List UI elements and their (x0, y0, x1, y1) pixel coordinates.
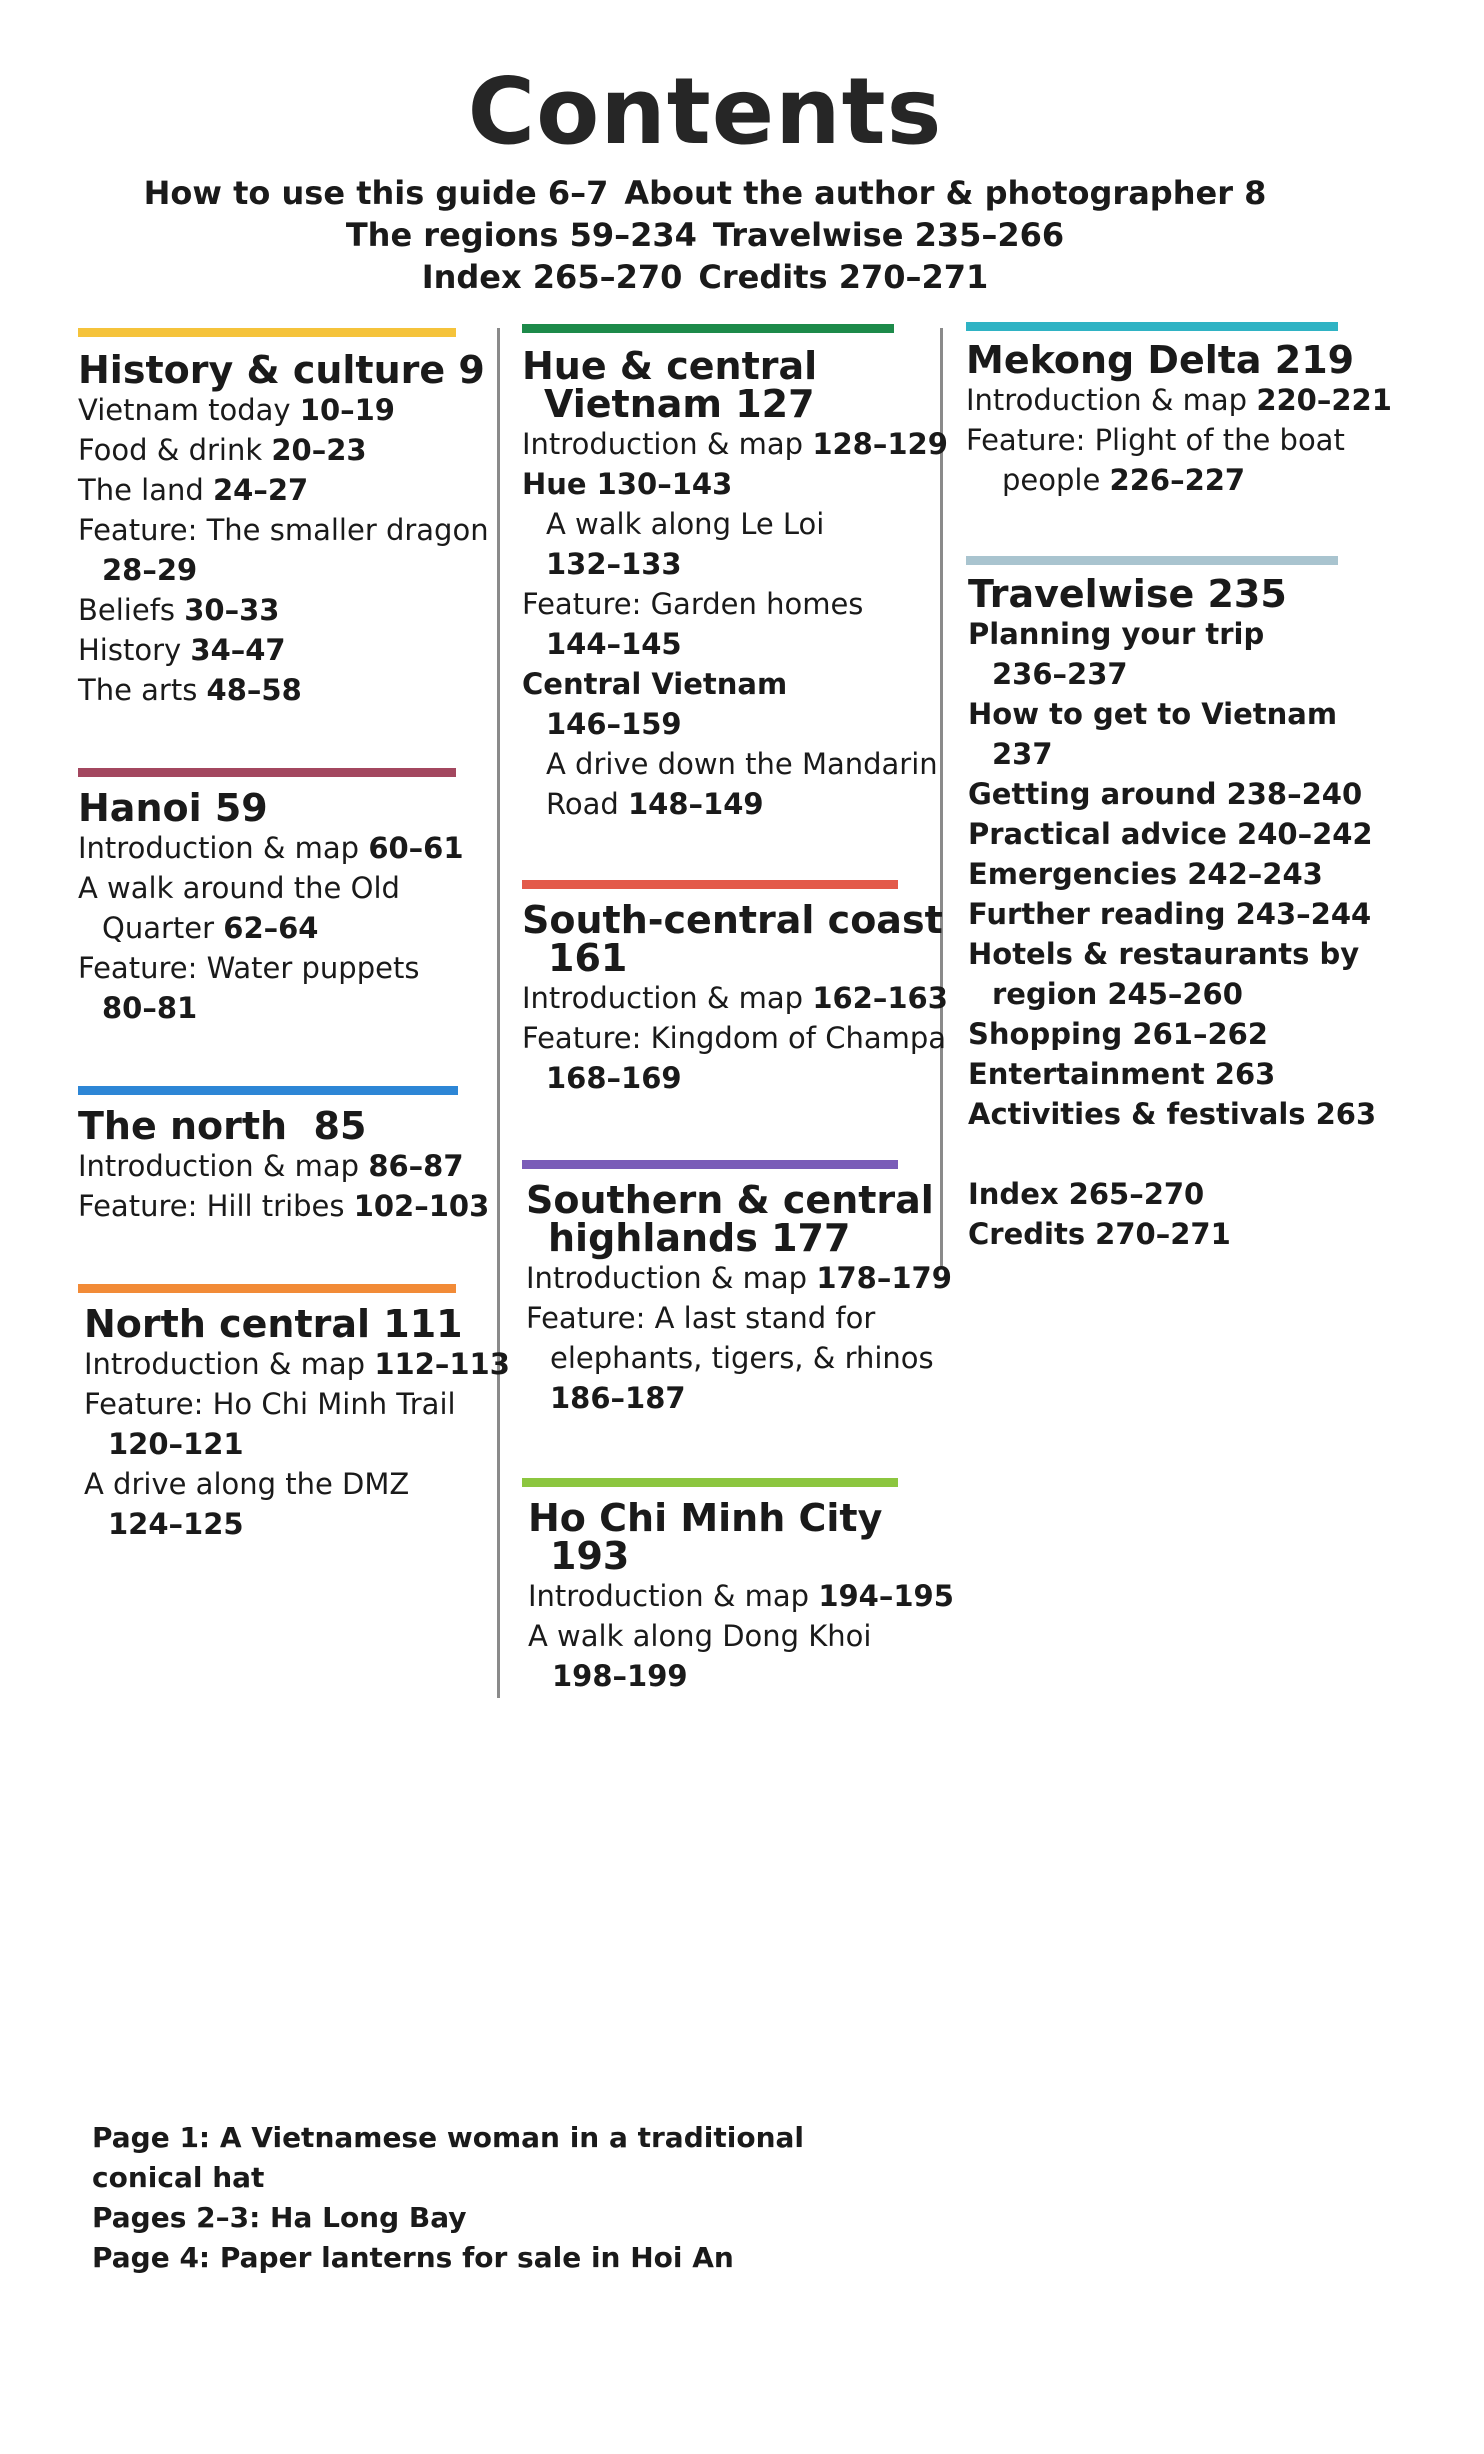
caption-line: Pages 2–3: Ha Long Bay (92, 2201, 467, 2234)
north-color-bar (78, 1086, 458, 1095)
toc-entry[interactable]: Feature: Hill tribes 102–103 (78, 1189, 490, 1223)
toc-entry[interactable]: Shopping 261–262 (968, 1017, 1268, 1051)
toc-entry-page[interactable]: 132–133 (546, 547, 682, 581)
toc-entry-page[interactable]: 124–125 (108, 1507, 244, 1541)
hcmc-color-bar (522, 1478, 898, 1487)
southern-color-bar (522, 1160, 898, 1169)
section-title[interactable]: Ho Chi Minh City (528, 1496, 883, 1540)
section-title-cont[interactable]: highlands 177 (548, 1216, 851, 1260)
toc-entry-page[interactable]: 28–29 (102, 553, 198, 587)
toc-entry-page[interactable]: 120–121 (108, 1427, 244, 1461)
section-title[interactable]: Southern & central (526, 1178, 934, 1222)
toc-entry-page[interactable]: 236–237 (992, 657, 1128, 691)
toc-entry-cont[interactable]: elephants, tigers, & rhinos (550, 1341, 934, 1375)
intro-travelwise[interactable]: Travelwise 235–266 (712, 216, 1065, 254)
toc-entry[interactable]: Credits 270–271 (968, 1217, 1231, 1251)
toc-entry[interactable]: A walk along Dong Khoi (528, 1619, 872, 1653)
section-title[interactable]: The north 85 (78, 1104, 367, 1148)
travelwise-color-bar (966, 556, 1338, 565)
toc-entry[interactable]: Hue 130–143 (522, 467, 733, 501)
toc-entry[interactable]: Vietnam today 10–19 (78, 393, 395, 427)
toc-entry[interactable]: The arts 48–58 (78, 673, 302, 707)
toc-entry[interactable]: Further reading 243–244 (968, 897, 1372, 931)
south-central-color-bar (522, 880, 898, 889)
toc-entry[interactable]: Feature: Plight of the boat (966, 423, 1345, 457)
toc-entry-cont[interactable]: people 226–227 (1002, 463, 1246, 497)
toc-entry[interactable]: Feature: Water puppets (78, 951, 420, 985)
toc-entry[interactable]: A walk around the Old (78, 871, 400, 905)
hue-color-bar (522, 324, 894, 333)
toc-entry[interactable]: Introduction & map 128–129 (522, 427, 948, 461)
toc-entry[interactable]: Introduction & map 86–87 (78, 1149, 464, 1183)
intro-line-1 (0, 172, 1410, 214)
section-title[interactable]: Mekong Delta 219 (966, 338, 1355, 382)
toc-entry[interactable]: Practical advice 240–242 (968, 817, 1373, 851)
intro-regions[interactable]: The regions 59–234 (345, 216, 697, 254)
toc-entry[interactable]: Introduction & map 162–163 (522, 981, 948, 1015)
toc-entry[interactable]: Getting around 238–240 (968, 777, 1363, 811)
toc-entry-cont[interactable]: Road 148–149 (546, 787, 764, 821)
toc-entry[interactable]: Beliefs 30–33 (78, 593, 280, 627)
toc-entry[interactable]: How to get to Vietnam (968, 697, 1338, 731)
toc-entry[interactable]: Introduction & map 220–221 (966, 383, 1392, 417)
toc-entry[interactable]: A walk along Le Loi (546, 507, 825, 541)
intro-credits[interactable]: Credits 270–271 (698, 258, 989, 296)
intro-how-to-use[interactable]: How to use this guide 6–7 (143, 174, 609, 212)
toc-entry[interactable]: History 34–47 (78, 633, 286, 667)
toc-entry[interactable]: Feature: The smaller dragon (78, 513, 489, 547)
intro-line-2 (0, 214, 1410, 256)
toc-entry[interactable]: Feature: Garden homes (522, 587, 864, 621)
column-divider-left (497, 328, 500, 1698)
toc-entry-page[interactable]: 168–169 (546, 1061, 682, 1095)
toc-entry[interactable]: Entertainment 263 (968, 1057, 1276, 1091)
intro-line-3 (0, 256, 1410, 298)
section-title[interactable]: Travelwise 235 (968, 572, 1287, 616)
toc-entry-page[interactable]: 80–81 (102, 991, 198, 1025)
toc-entry[interactable]: Feature: Ho Chi Minh Trail (84, 1387, 456, 1421)
section-title-cont[interactable]: 193 (550, 1534, 630, 1578)
toc-entry[interactable]: Hotels & restaurants by (968, 937, 1360, 971)
toc-entry[interactable]: A drive down the Mandarin (546, 747, 938, 781)
toc-entry[interactable]: The land 24–27 (78, 473, 309, 507)
toc-entry-page[interactable]: 198–199 (552, 1659, 688, 1693)
column-divider-right (940, 328, 943, 1266)
caption-line: Page 4: Paper lanterns for sale in Hoi An (92, 2241, 734, 2274)
section-title[interactable]: Hue & central (522, 344, 818, 388)
toc-entry[interactable]: Introduction & map 194–195 (528, 1579, 954, 1613)
intro-index[interactable]: Index 265–270 (421, 258, 683, 296)
section-title[interactable]: North central 111 (84, 1302, 463, 1346)
toc-entry-cont[interactable]: region 245–260 (992, 977, 1243, 1011)
north-central-color-bar (78, 1284, 456, 1293)
caption-line: Page 1: A Vietnamese woman in a traditional (92, 2121, 804, 2154)
mekong-color-bar (966, 322, 1338, 331)
photo-captions (92, 2118, 804, 2278)
history-color-bar (78, 328, 456, 337)
toc-entry-cont[interactable]: Quarter 62–64 (102, 911, 319, 945)
toc-entry-page[interactable]: 186–187 (550, 1381, 686, 1415)
section-title[interactable]: Hanoi 59 (78, 786, 268, 830)
toc-entry-page[interactable]: 237 (992, 737, 1053, 771)
toc-entry[interactable]: Index 265–270 (968, 1177, 1205, 1211)
hanoi-color-bar (78, 768, 456, 777)
section-title-cont[interactable]: Vietnam 127 (544, 382, 815, 426)
toc-entry[interactable]: A drive along the DMZ (84, 1467, 410, 1501)
page-title: Contents (467, 58, 943, 165)
caption-line: conical hat (92, 2161, 265, 2194)
toc-entry[interactable]: Central Vietnam (522, 667, 788, 701)
section-title[interactable]: South-central coast (522, 898, 943, 942)
toc-entry-page[interactable]: 146–159 (546, 707, 682, 741)
toc-entry[interactable]: Introduction & map 178–179 (526, 1261, 952, 1295)
toc-entry[interactable]: Feature: A last stand for (526, 1301, 876, 1335)
section-title[interactable]: History & culture 9 (78, 348, 485, 392)
toc-entry-page[interactable]: 144–145 (546, 627, 682, 661)
toc-entry[interactable]: Activities & festivals 263 (968, 1097, 1377, 1131)
toc-entry[interactable]: Feature: Kingdom of Champa (522, 1021, 947, 1055)
toc-entry[interactable]: Planning your trip (968, 617, 1265, 651)
toc-entry[interactable]: Emergencies 242–243 (968, 857, 1323, 891)
toc-entry[interactable]: Introduction & map 60–61 (78, 831, 464, 865)
section-title-cont[interactable]: 161 (548, 936, 628, 980)
toc-entry[interactable]: Introduction & map 112–113 (84, 1347, 510, 1381)
toc-entry[interactable]: Food & drink 20–23 (78, 433, 367, 467)
intro-about-author[interactable]: About the author & photographer 8 (624, 174, 1267, 212)
